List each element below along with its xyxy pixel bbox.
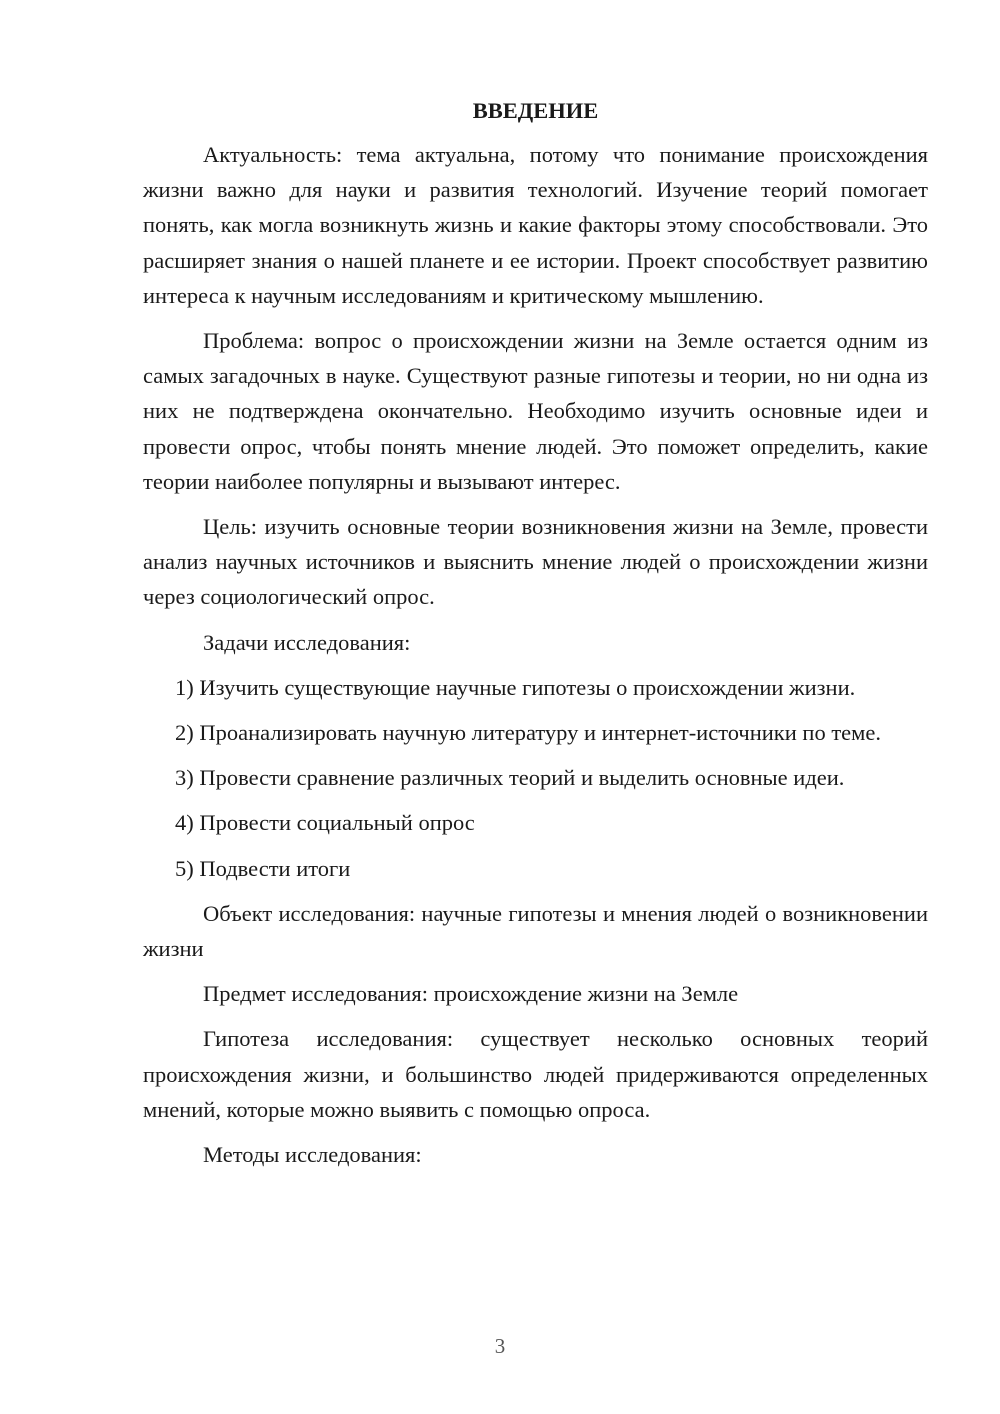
page-number: 3 [494, 1334, 506, 1358]
paragraph-problem: Проблема: вопрос о происхождении жизни на Земле остается одним из самых загадочных в науке. Существуют разные гипотезы и теории, но ни одна из них не подтверждена окончательно. Необходимо изучить основные идеи и провести опрос, чтобы понять мнение людей. Это поможет определить, какие теории наиболее популярны и вызывают интерес. [143, 328, 928, 494]
task-item-4: 4) Провести социальный опрос [175, 810, 475, 836]
task-item-2: 2) Проанализировать научную литературу и интернет-источники по теме. [175, 720, 881, 746]
paragraph-methods: Методы исследования: [203, 1142, 422, 1168]
page-content [143, 95, 928, 1172]
task-item-1: 1) Изучить существующие научные гипотезы о происхождении жизни. [175, 674, 856, 700]
paragraph-hypothesis: Гипотеза исследования: существует несколько основных теорий происхождения жизни, и большинство людей придерживаются определенных мнений, которые можно выявить с помощью опроса. [143, 1026, 928, 1122]
paragraph-tasks-heading: Задачи исследования: [203, 629, 411, 655]
paragraph-subject: Предмет исследования: происхождение жизни на Земле [203, 981, 739, 1007]
paragraph-goal: Цель: изучить основные теории возникновения жизни на Земле, провести анализ научных источников и выяснить мнение людей о происхождении жизни через социологический опрос. [143, 514, 928, 610]
paragraph-object: Объект исследования: научные гипотезы и мнения людей о возникновении жизни [143, 900, 928, 962]
task-item-3: 3) Провести сравнение различных теорий и выделить основные идеи. [175, 765, 845, 791]
section-title: ВВЕДЕНИЕ [472, 98, 599, 123]
paragraph-relevance: Актуальность: тема актуальна, потому что понимание происхождения жизни важно для науки и развития технологий. Изучение теорий помогает понять, как могла возникнуть жизнь и какие факторы этому способствовали. Это расширяет знания о нашей планете и ее истории. Проект способствует развитию интереса к научным исследованиям и критическому мышлению. [143, 142, 928, 308]
task-item-5: 5) Подвести итоги [175, 855, 351, 881]
